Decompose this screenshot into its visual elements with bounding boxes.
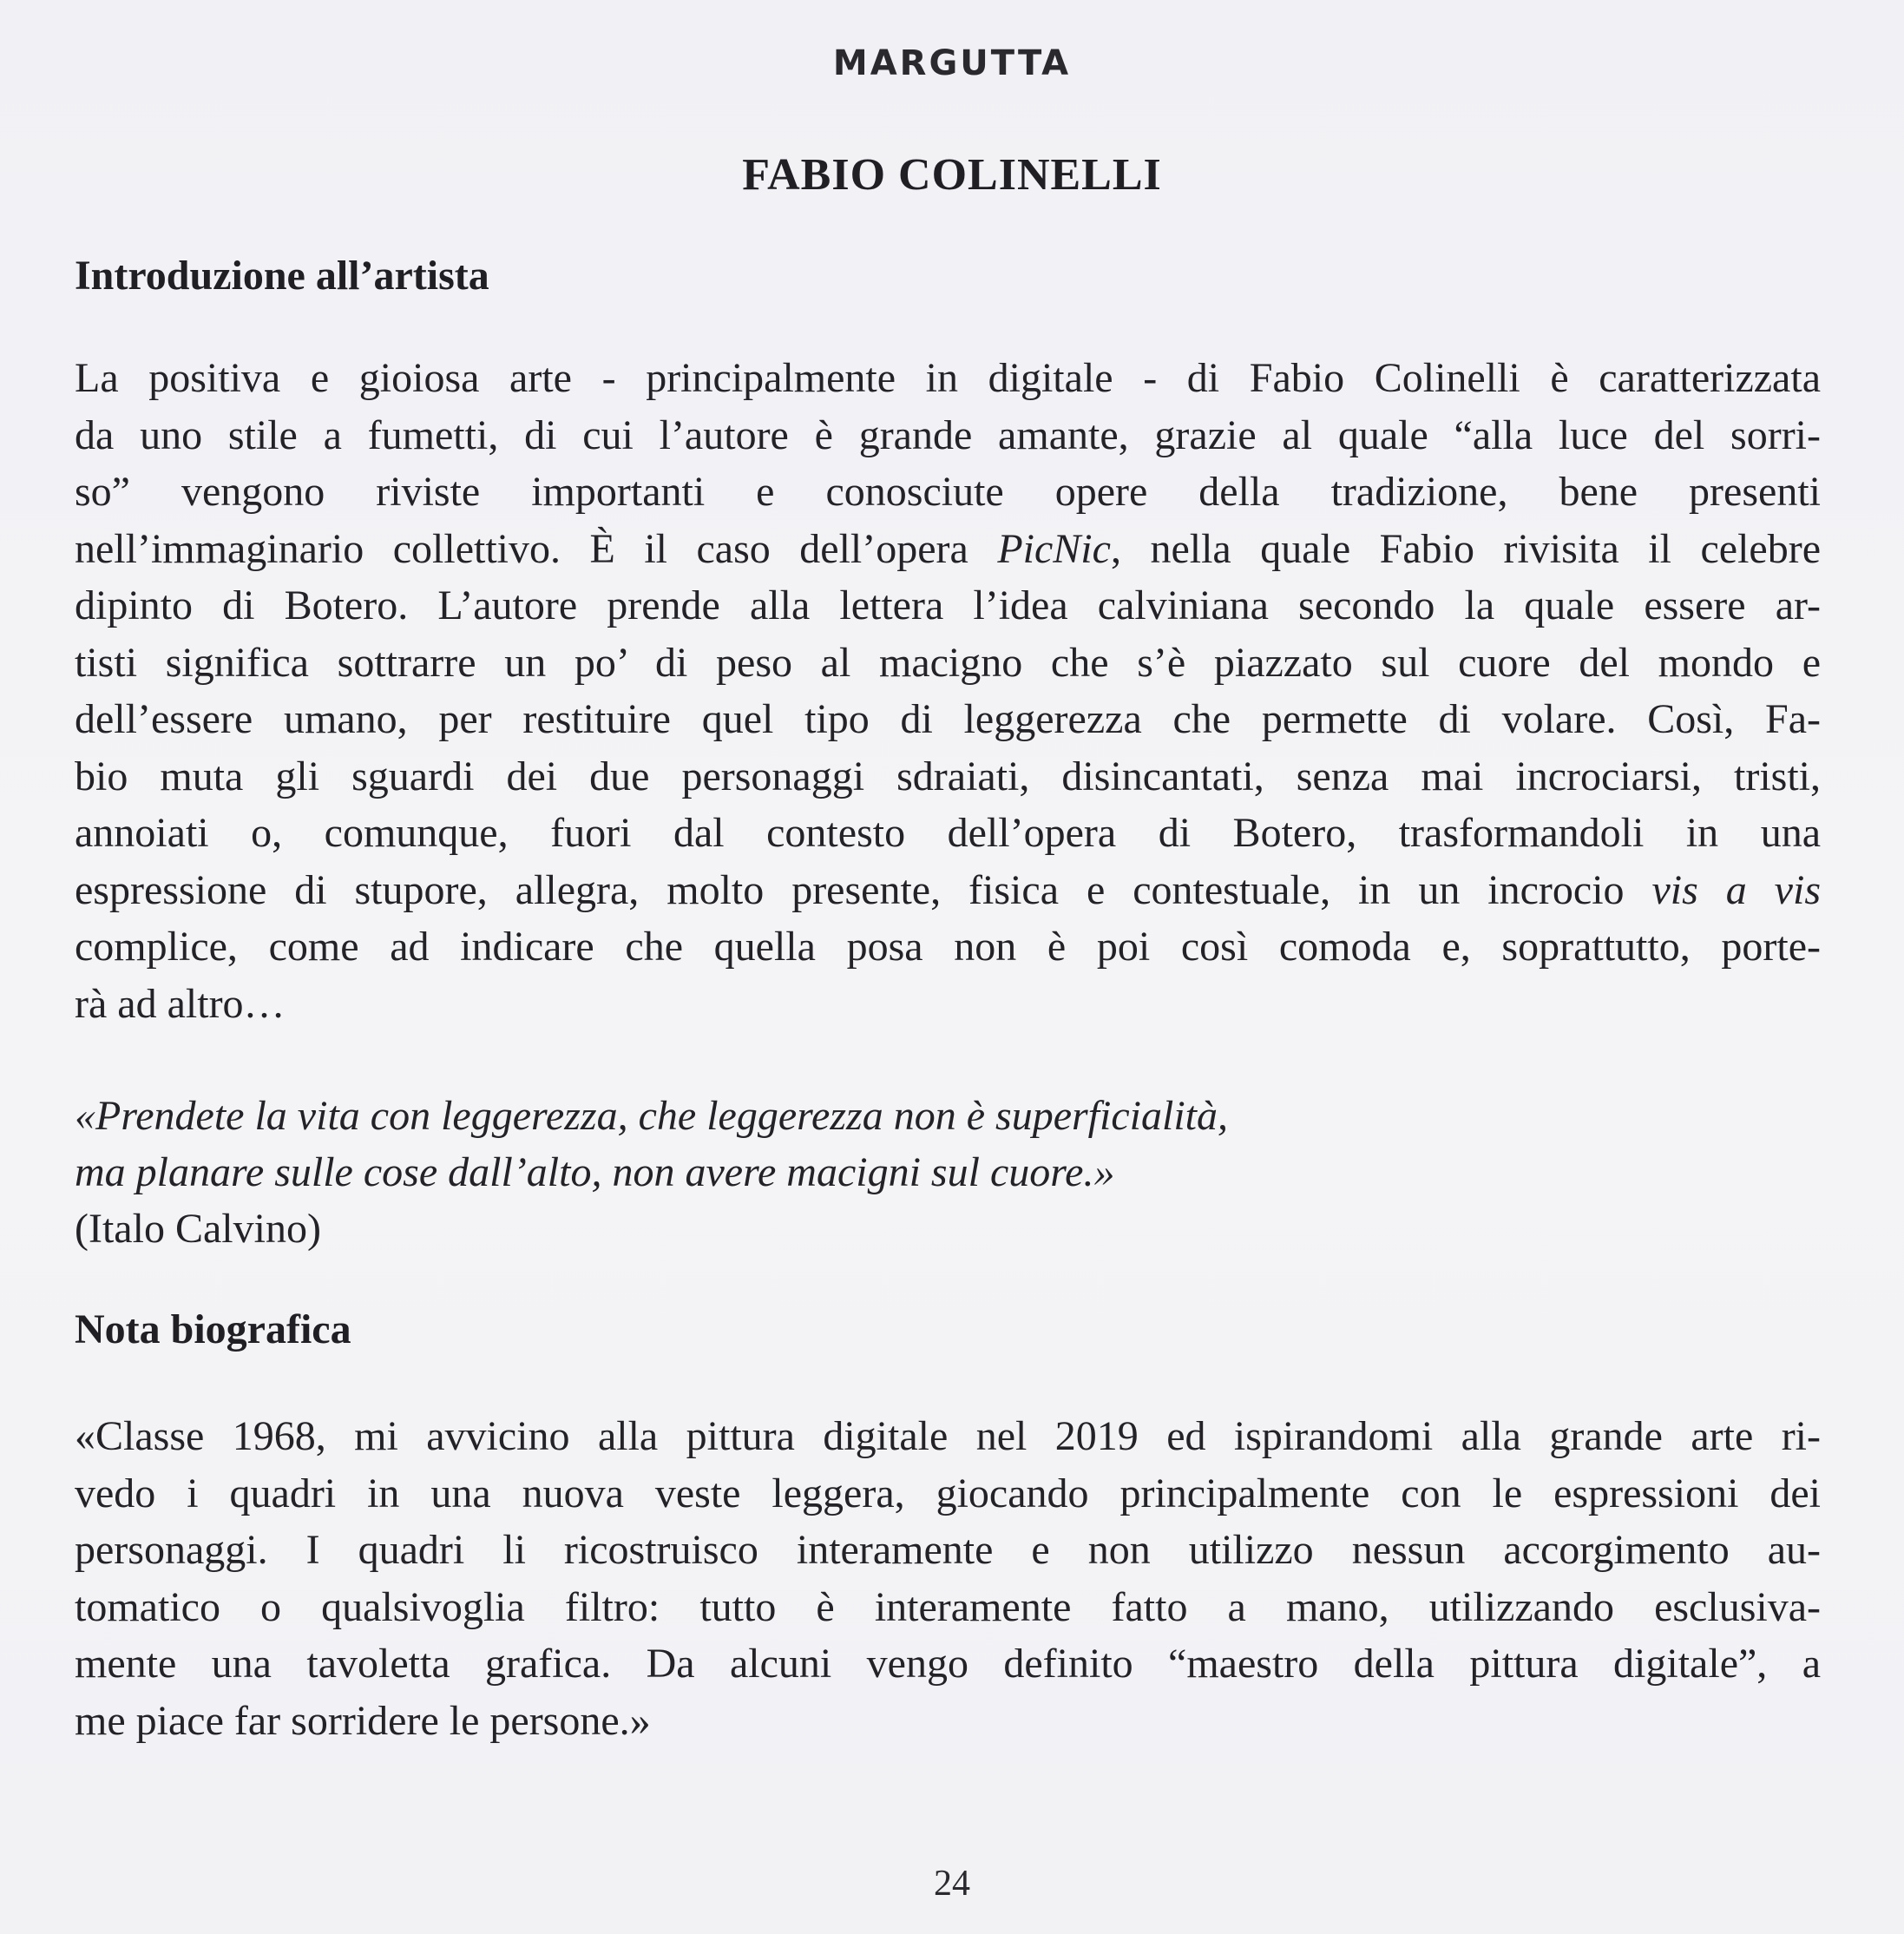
text-line: da uno stile a fumetti, di cui l’autore è grande amante, grazie al quale “alla luce del sorri- <box>75 411 1821 458</box>
text-line <box>75 521 1821 578</box>
italic-phrase: vis a vis <box>1651 866 1821 913</box>
artwork-title: PicNic <box>997 525 1111 572</box>
text-line: dell’essere umano, per restituire quel tipo di leggerezza che permette di volare. Così, Fa- <box>75 696 1821 742</box>
text-line: vedo i quadri in una nuova veste leggera, giocando principalmente con le espressioni dei <box>75 1470 1821 1516</box>
text-fragment: nell’immaginario collettivo. È il caso dell’opera <box>75 525 998 572</box>
text-line: bio muta gli sguardi dei due personaggi sdraiati, disincantati, senza mai incrociarsi, tristi, <box>75 753 1821 799</box>
intro-heading: Introduzione all’artista <box>75 253 489 299</box>
quote-author: (Italo Calvino) <box>75 1206 321 1252</box>
text-line: annoiati o, comunque, fuori dal contesto dell’opera di Botero, trasformandoli in una <box>75 810 1821 856</box>
bio-paragraph <box>75 1408 1821 1749</box>
text-line: La positiva e gioiosa arte - principalmente in digitale - di Fabio Colinelli è caratterizzata <box>75 355 1821 401</box>
page-number: 24 <box>934 1864 970 1904</box>
magazine-title: MARGUTTA <box>832 43 1072 83</box>
text-line: tomatico o qualsivoglia filtro: tutto è interamente fatto a mano, utilizzando esclusiva- <box>75 1583 1821 1630</box>
text-line: mente una tavoletta grafica. Da alcuni vengo definito “maestro della pittura digitale”, a <box>75 1641 1821 1687</box>
quote-line: ma planare sulle cose dall’alto, non avere macigni sul cuore.» <box>75 1149 1115 1195</box>
text-line: me piace far sorridere le persone.» <box>75 1697 651 1744</box>
text-line <box>75 862 1821 919</box>
calvino-quote <box>75 1088 1228 1257</box>
text-fragment: , nella quale Fabio rivisita il celebre <box>1110 525 1821 572</box>
text-line: «Classe 1968, mi avvicino alla pittura digitale nel 2019 ed ispirandomi alla grande arte ri- <box>75 1413 1821 1459</box>
text-line: so” vengono riviste importanti e conosciute opere della tradizione, bene presenti <box>75 469 1821 515</box>
text-line: tisti significa sottrarre un po’ di peso al macigno che s’è piazzato sul cuore del mondo e <box>75 639 1821 686</box>
text-line: personaggi. I quadri li ricostruisco interamente e non utilizzo nessun accorgimento au- <box>75 1527 1821 1573</box>
text-line: dipinto di Botero. L’autore prende alla lettera l’idea calviniana secondo la quale essere ar- <box>75 582 1821 628</box>
quote-line: «Prendete la vita con leggerezza, che leggerezza non è superficialità, <box>75 1093 1228 1139</box>
bio-heading: Nota biografica <box>75 1306 351 1352</box>
text-line: complice, come ad indicare che quella posa non è poi così comoda e, soprattutto, porte- <box>75 924 1821 970</box>
intro-paragraph <box>75 350 1821 1032</box>
artist-name: FABIO COLINELLI <box>742 150 1162 200</box>
text-line: rà ad altro… <box>75 980 286 1027</box>
text-fragment: espressione di stupore, allegra, molto presente, fisica e contestuale, in un incrocio <box>75 866 1652 913</box>
